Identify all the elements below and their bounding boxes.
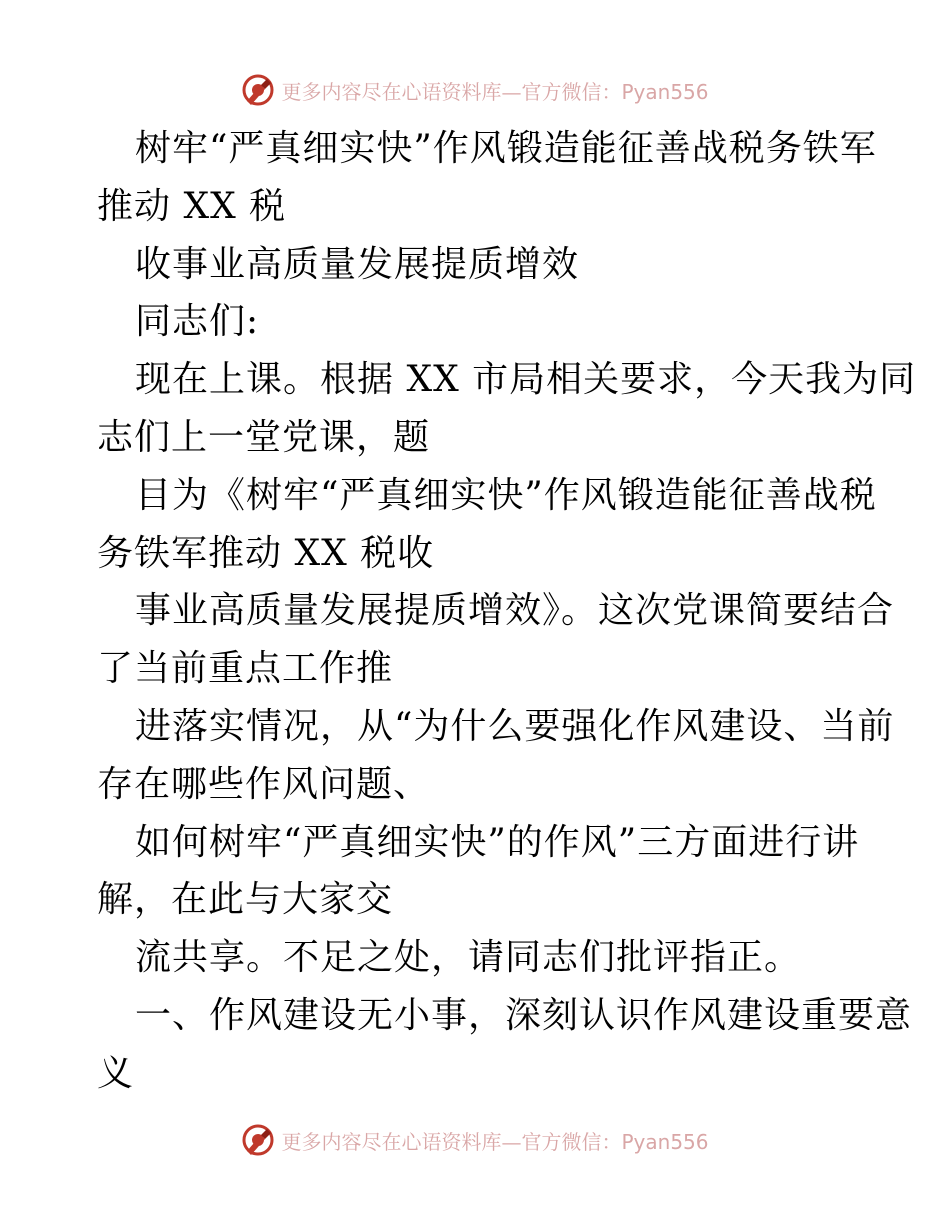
body-line: 务铁军推动 XX 税收	[97, 532, 435, 574]
body-line: 了当前重点工作推	[97, 648, 394, 690]
body-line: 存在哪些作风问题、	[97, 763, 431, 805]
brand-logo-icon	[241, 73, 275, 107]
footer-banner-inner	[241, 1123, 708, 1157]
body-line: 推动 XX 税	[97, 185, 287, 227]
header-banner	[0, 70, 950, 110]
brand-logo-icon	[241, 1123, 275, 1157]
body-line: 事业高质量发展提质增效》。这次党课简要结合	[135, 590, 895, 632]
body-line: 同志们:	[135, 301, 260, 343]
header-banner-label: 更多内容尽在心语资料库—官方微信：	[281, 79, 622, 104]
body-line: 一、作风建设无小事，深刻认识作风建设重要意	[135, 994, 913, 1036]
body-line: 目为《树牢“严真细实快”作风锻造能征善战税	[135, 474, 877, 516]
footer-banner-text	[281, 1126, 708, 1155]
footer-banner-wechat-id: Pyan556	[621, 1129, 709, 1154]
footer-banner-label: 更多内容尽在心语资料库—官方微信：	[281, 1129, 622, 1154]
body-line: 树牢“严真细实快”作风锻造能征善战税务铁军	[135, 128, 877, 169]
header-banner-text	[281, 76, 708, 105]
body-line: 收事业高质量发展提质增效	[135, 243, 580, 285]
header-banner-inner	[241, 73, 708, 107]
body-line: 流共享。不足之处，请同志们批评指正。	[135, 937, 802, 979]
body-line: 进落实情况，从“为什么要强化作风建设、当前	[135, 705, 895, 747]
document-body	[97, 120, 917, 1103]
body-line: 现在上课。根据 XX 市局相关要求，今天我为同	[135, 359, 917, 401]
body-line: 解，在此与大家交	[97, 879, 394, 921]
body-line: 志们上一堂党课，题	[97, 416, 431, 458]
footer-banner	[0, 1120, 950, 1160]
header-banner-wechat-id: Pyan556	[621, 79, 709, 104]
body-line: 如何树牢“严真细实快”的作风”三方面进行讲	[135, 821, 860, 863]
body-line: 义	[97, 1052, 135, 1094]
